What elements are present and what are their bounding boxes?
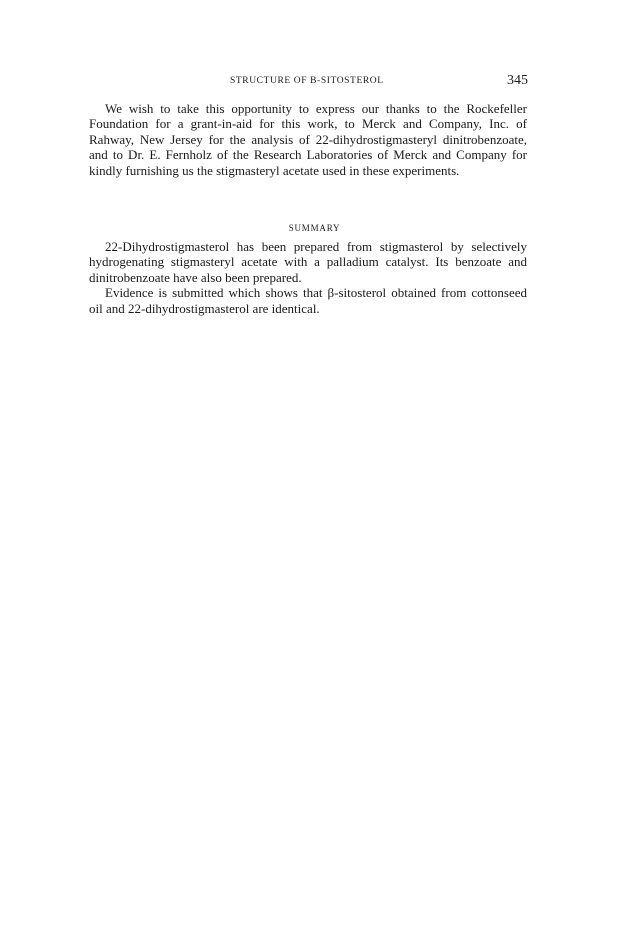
summary-heading: SUMMARY — [288, 223, 341, 233]
running-head: STRUCTURE OF Β-SITOSTEROL — [230, 76, 384, 86]
page-number: 345 — [507, 73, 528, 88]
summary-paragraph: Evidence is submitted which shows that β-sitosterol obtained from cottonseed oil and 22-dihydrostigmasterol are identical. — [89, 285, 527, 316]
acknowledgment-block — [89, 101, 527, 178]
summary-block — [89, 239, 527, 316]
summary-paragraph: 22-Dihydrostigmasterol has been prepared from stigmasterol by selectively hydrogenating stigmasteryl acetate with a palladium catalyst. Its benzoate and dinitrobenzoate have also been prepared. — [89, 239, 527, 285]
acknowledgment-paragraph: We wish to take this opportunity to express our thanks to the Rockefeller Foundation for a grant-in-aid for this work, to Merck and Company, Inc. of Rahway, New Jersey for the analysis of 22-dihydrostigmasteryl dinitrobenzoate, and to Dr. E. Fernholz of the Research Laboratories of Merck and Company for kindly furnishing us the stigmasteryl acetate used in these experiments. — [89, 101, 527, 178]
